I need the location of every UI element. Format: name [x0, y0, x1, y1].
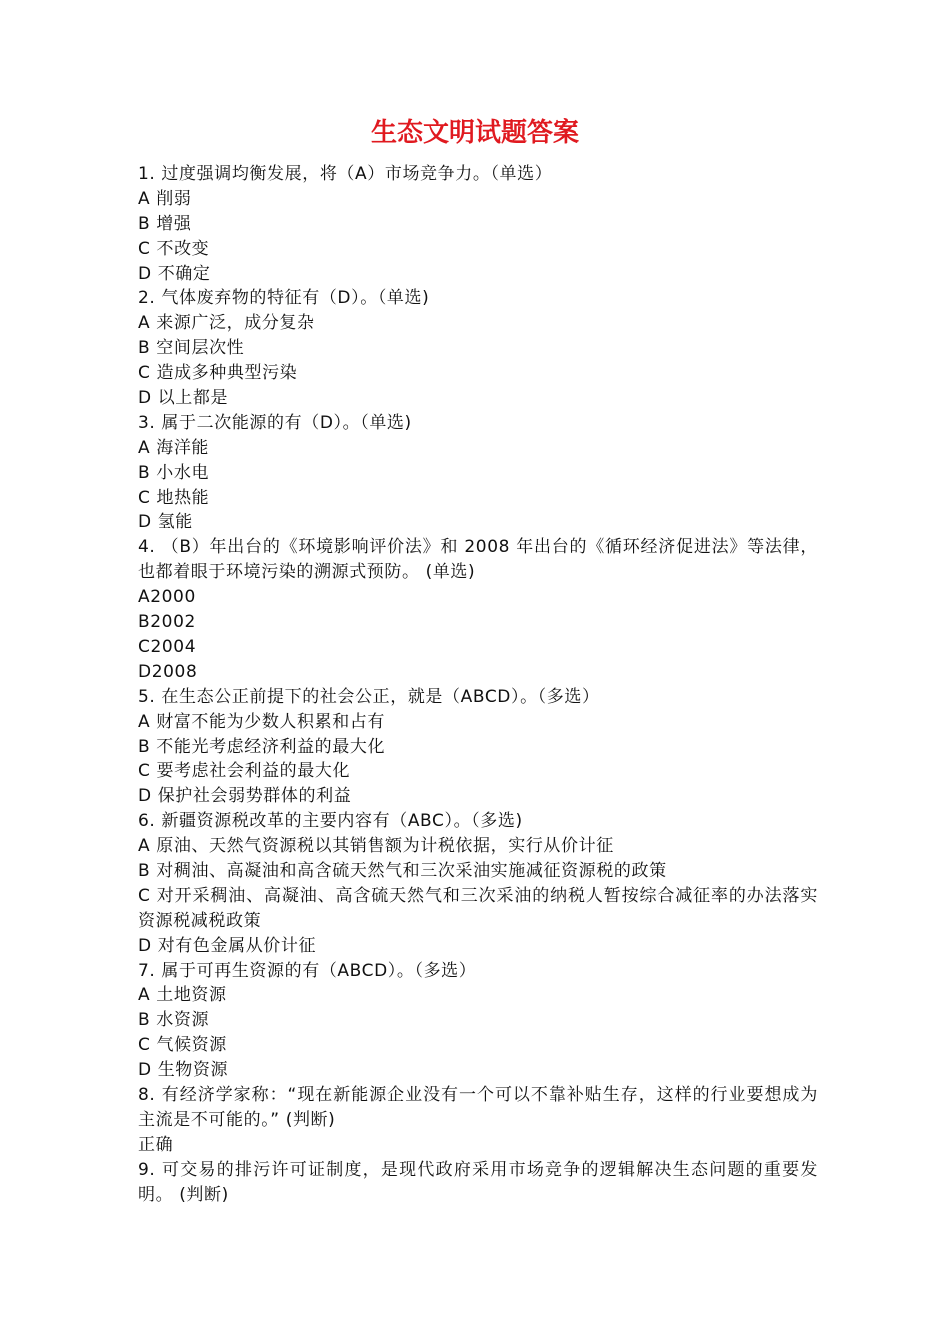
question-7: 7. 属于可再生资源的有（ABCD）。（多选） [138, 960, 477, 981]
option-c: C 要考虑社会利益的最大化 [138, 761, 351, 782]
option-b: B 不能光考虑经济利益的最大化 [138, 736, 386, 757]
option-a: A 来源广泛，成分复杂 [138, 313, 315, 334]
option-a: A 原油、天然气资源税以其销售额为计税依据，实行从价计征 [138, 836, 614, 857]
document-title: 生态文明试题答案 [370, 118, 579, 148]
option-b: B 水资源 [138, 1010, 210, 1031]
question-8: 8. 有经济学家称：“现在新能源企业没有一个可以不靠补贴生存，这样的行业要想成为主流是不可能的。” (判断) [138, 1085, 818, 1130]
question-1: 1. 过度强调均衡发展，将（A）市场竞争力。（单选） [138, 164, 553, 184]
question-3: 3. 属于二次能源的有（D）。（单选) [138, 412, 412, 433]
option-a: A2000 [138, 587, 196, 608]
option-b: B2002 [138, 612, 196, 633]
option-a: A 财富不能为少数人积累和占有 [138, 711, 386, 732]
document-body [138, 162, 818, 1208]
answer: 正确 [138, 1134, 174, 1155]
option-c: C 造成多种典型污染 [138, 363, 298, 384]
question-4: 4. （B）年出台的《环境影响评价法》和 2008 年出台的《循环经济促进法》等法律，也都着眼于环境污染的溯源式预防。 (单选) [138, 537, 818, 583]
option-d: D 氢能 [138, 512, 193, 533]
option-b: B 空间层次性 [138, 338, 245, 359]
option-c: C 不改变 [138, 238, 210, 259]
question-6: 6. 新疆资源税改革的主要内容有（ABC）。（多选) [138, 811, 523, 832]
option-c: C 对开采稠油、高凝油、高含硫天然气和三次采油的纳税人暂按综合减征率的办法落实资源税减税政策 [138, 885, 818, 931]
option-d: D 以上都是 [138, 388, 229, 409]
question-9: 9. 可交易的排污许可证制度，是现代政府采用市场竞争的逻辑解决生态问题的重要发明。 (判断) [138, 1159, 818, 1205]
option-d: D 不确定 [138, 263, 211, 284]
option-d: D2008 [138, 661, 198, 682]
option-c: C2004 [138, 636, 197, 657]
question-2: 2. 气体废弃物的特征有（D）。（单选) [138, 288, 430, 309]
option-a: A 削弱 [138, 188, 192, 209]
option-d: D 对有色金属从价计征 [138, 935, 317, 956]
option-a: A 土地资源 [138, 985, 227, 1006]
option-c: C 地热能 [138, 487, 210, 508]
option-a: A 海洋能 [138, 437, 210, 458]
option-c: C 气候资源 [138, 1035, 227, 1056]
option-b: B 对稠油、高凝油和高含硫天然气和三次采油实施减征资源税的政策 [138, 860, 667, 881]
option-d: D 保护社会弱势群体的利益 [138, 786, 352, 807]
option-d: D 生物资源 [138, 1060, 229, 1081]
question-5: 5. 在生态公正前提下的社会公正，就是（ABCD）。（多选） [138, 686, 600, 707]
option-b: B 增强 [138, 213, 192, 234]
option-b: B 小水电 [138, 462, 210, 483]
